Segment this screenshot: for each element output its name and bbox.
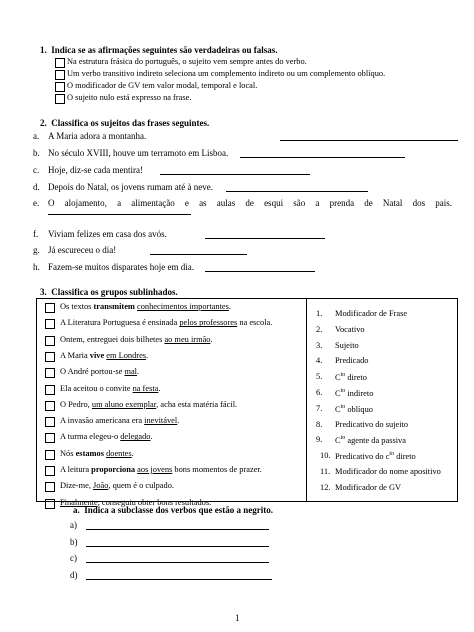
q1-title: 1. Indica se as afirmações seguintes são verdadeiras ou falsas. (40, 45, 278, 55)
q3-underlined-group: na festa (132, 383, 159, 393)
q3-function-text: direto (345, 373, 367, 383)
q3-function-text: C (335, 389, 341, 398)
q3-function-text: C (335, 373, 341, 383)
q3a-letter: c) (70, 553, 77, 563)
q3-underlined-group: em Londres (106, 350, 147, 360)
q2-letter: d. (33, 182, 40, 192)
q3-sentence (60, 416, 179, 425)
q3-checkbox[interactable] (45, 482, 55, 492)
q3-function-label (335, 309, 407, 318)
q3-checkbox[interactable] (45, 417, 55, 427)
q2-letter: a. (33, 131, 40, 141)
q3-bold-verb: estamos (75, 448, 104, 458)
q3-sentence (60, 481, 174, 490)
q3-text: A Literatura Portuguesa é ensinada (60, 318, 180, 328)
q3-function-label (335, 467, 441, 476)
q3-function-text: Modificador de Frase (335, 309, 408, 318)
q3-function-sup: to (340, 388, 346, 394)
q3-text: . (210, 334, 213, 344)
q2-letter: f. (33, 229, 39, 239)
q2-answer-line[interactable] (160, 165, 310, 175)
q3-underlined-group: inevitável (144, 416, 178, 426)
q3-text: na escola. (237, 318, 273, 328)
q3-text: Ontem, entreguei dois bilhetes (60, 334, 165, 344)
q3-text: . (228, 302, 231, 311)
q3-text: . (131, 448, 134, 458)
q3-function-sup: to (389, 451, 395, 458)
q3-text: . (146, 350, 149, 360)
q2-sentence: No século XVIII, houve um terramoto em Lisboa. (48, 148, 229, 158)
q3-sentence (60, 465, 262, 474)
q3-text: Os textos (60, 302, 94, 311)
q3-underlined-group: delegado (120, 432, 151, 442)
q3-sentence (60, 432, 153, 441)
q3-text: A Maria (60, 350, 90, 360)
q3-function-label (335, 325, 365, 334)
q3-function-number: 7. (316, 403, 323, 413)
q3-function-text: Modificador do nome apositivo (335, 467, 441, 476)
q3-checkbox[interactable] (45, 450, 55, 460)
q3-sentence (60, 384, 160, 393)
q3-function-text: oblíquo (345, 404, 373, 414)
q2-answer-line[interactable] (226, 182, 368, 192)
q3-sentence (60, 449, 134, 458)
q3-text: bons momentos de prazer. (172, 465, 262, 474)
q1-statement: Na estrutura frásica do português, o sujeito vem sempre antes do verbo. (67, 57, 307, 66)
q3-function-sup: to (340, 403, 346, 410)
q3-sentence (60, 318, 272, 327)
q1-statement: O modificador de GV tem valor modal, temporal e local. (67, 81, 258, 90)
q3-bold-verb: transmitem (93, 302, 135, 311)
q3-bold-verb: proporciona (91, 465, 136, 474)
q1-checkbox[interactable] (55, 58, 65, 68)
q2-answer-line[interactable] (48, 205, 191, 215)
q3-function-text: Predicativo do sujeito (335, 419, 409, 429)
q2-letter: h. (33, 262, 40, 272)
q3-sentence (60, 367, 139, 376)
q3-function-number: 4. (316, 356, 323, 366)
q3-function-label (335, 451, 416, 461)
q3-text: , conseguiu obter bons resultados. (97, 497, 212, 507)
q2-answer-line[interactable] (205, 262, 315, 272)
q3-function-label (335, 372, 367, 382)
q3-title: 3. Classifica os grupos sublinhados. (40, 287, 178, 297)
q3-function-label (335, 435, 406, 445)
q2-sentence: Depois do Natal, os jovens rumam até à neve. (48, 182, 213, 192)
q3-sentence (60, 302, 231, 311)
q3-text: Dize-me, (60, 481, 94, 491)
q3-function-number: 9. (316, 435, 323, 445)
q2-letter: c. (33, 165, 40, 175)
q3a-letter: b) (70, 536, 78, 547)
q3-checkbox[interactable] (45, 433, 55, 443)
q3-function-text: agente da passiva (345, 436, 406, 446)
q2-sentence: Hoje, diz-se cada mentira! (48, 165, 143, 175)
q3-sentence (60, 400, 237, 409)
q3-underlined-group: João (93, 481, 109, 491)
q3-sentence (60, 335, 213, 344)
q3-function-text: indireto (345, 389, 374, 398)
q3-text: A leitura (60, 465, 92, 474)
q3-function-text: Vocativo (335, 324, 365, 334)
q2-answer-line[interactable] (150, 245, 247, 255)
q1-checkbox[interactable] (55, 70, 65, 80)
q3-function-number: 2. (316, 324, 323, 334)
q1-statement: O sujeito nulo está expresso na frase. (67, 93, 192, 102)
q2-sentence: Já escureceu o dia! (48, 245, 117, 255)
q3-table-divider (306, 298, 307, 502)
q3-underlined-group: doentes (106, 448, 132, 458)
q3a-title: a. Indica a subclasse dos verbos que estão a negrito. (73, 505, 274, 515)
q3-text: A turma elegeu-o (60, 432, 121, 442)
q3-bold-verb: vive (89, 350, 105, 360)
q3-function-text: C (335, 404, 341, 414)
q3a-answer-line[interactable] (86, 520, 269, 530)
q3-function-label (335, 356, 369, 365)
q3-text: . (177, 416, 180, 426)
q2-letter: b. (33, 148, 40, 158)
q3-underlined-group: pelos professores (179, 318, 238, 328)
q3-function-text: Predicado (335, 356, 369, 366)
q3-function-number: 11. (320, 467, 331, 476)
q3-function-number: 3. (316, 340, 323, 350)
q2-sentence: Fazem-se muitos disparates hoje em dia. (48, 262, 194, 272)
q3-function-sup: to (340, 372, 346, 379)
q3-function-number: 10. (320, 451, 331, 461)
q3-underlined-group: aos jovens (137, 465, 173, 474)
q3-checkbox[interactable] (45, 466, 55, 476)
q3-underlined-group: Finalmente (60, 497, 98, 507)
q3-text: . (158, 383, 161, 393)
q2-letter: e. (33, 198, 40, 208)
q2-title: 2. Classifica os sujeitos das frases seguintes. (40, 118, 210, 128)
q3-function-number: 6. (316, 388, 323, 397)
q3-checkbox[interactable] (45, 385, 55, 395)
page-number: 1 (235, 613, 240, 623)
q3a-answer-line[interactable] (86, 537, 269, 547)
q3-underlined-group: conhecimentos importantes (137, 302, 229, 311)
q3-underlined-group: um aluno exemplar (91, 399, 157, 409)
q3-function-text: Predicativo do c (335, 452, 390, 462)
q2-sentence: Viviam felizes em casa dos avós. (48, 229, 167, 239)
q3-function-text: direto (394, 452, 416, 462)
q3-text: Nós (60, 448, 76, 458)
q2-sentence: A Maria adora a montanha. (48, 131, 147, 141)
q2-answer-line[interactable] (240, 148, 405, 158)
q3-text: , quem é o culpado. (108, 481, 174, 491)
q3-checkbox[interactable] (45, 401, 55, 411)
q3-text: . (137, 367, 140, 377)
q3-text: O André portou-se (60, 367, 125, 377)
q3-function-label (335, 483, 401, 492)
q3-function-number: 12. (320, 482, 331, 492)
q3-function-sup: to (340, 435, 346, 442)
q2-answer-line[interactable] (205, 229, 325, 239)
q3-text: O Pedro, (60, 399, 92, 409)
q3-text: A invasão americana era (60, 416, 145, 426)
q3a-letter: a) (70, 520, 77, 530)
q3-checkbox[interactable] (45, 303, 55, 313)
q3-text: . (150, 432, 153, 442)
q3-text: , acha esta matéria fácil. (156, 399, 238, 409)
q3a-letter: d) (70, 569, 78, 580)
q2-letter: g. (33, 245, 40, 255)
q3-function-number: 5. (316, 372, 323, 382)
q3-function-label (335, 404, 373, 414)
q3a-answer-line[interactable] (86, 570, 272, 580)
q3-function-text: Modificador de GV (335, 482, 402, 492)
q3-function-number: 8. (316, 419, 323, 429)
q3-checkbox[interactable] (45, 499, 55, 509)
q1-statement: Um verbo transitivo indireto seleciona um complemento indireto ou um complemento oblíquo. (67, 69, 386, 78)
q3-sentence (60, 351, 148, 360)
q3-function-label (335, 420, 408, 429)
q3-function-text: C (335, 436, 341, 446)
q3-function-text: Sujeito (335, 340, 359, 350)
q3-checkbox[interactable] (45, 368, 55, 378)
q3-checkbox[interactable] (45, 352, 55, 362)
q1-checkbox[interactable] (55, 82, 65, 92)
q3-underlined-group: mal (124, 367, 137, 377)
q3-checkbox[interactable] (45, 319, 55, 329)
q3-underlined-group: ao meu irmão (164, 334, 211, 344)
q2-answer-line[interactable] (280, 131, 458, 141)
q3-function-label (335, 341, 359, 350)
q3-function-label (335, 388, 373, 398)
q3a-answer-line[interactable] (86, 553, 269, 563)
q3-checkbox[interactable] (45, 336, 55, 346)
q3-function-number: 1. (316, 309, 323, 318)
q3-text: Ela aceitou o convite (60, 383, 133, 393)
q2-sentence: O alojamento, a alimentação e as aulas de esqui são a prenda de Natal dos pais. (48, 198, 452, 208)
q1-checkbox[interactable] (55, 94, 65, 104)
